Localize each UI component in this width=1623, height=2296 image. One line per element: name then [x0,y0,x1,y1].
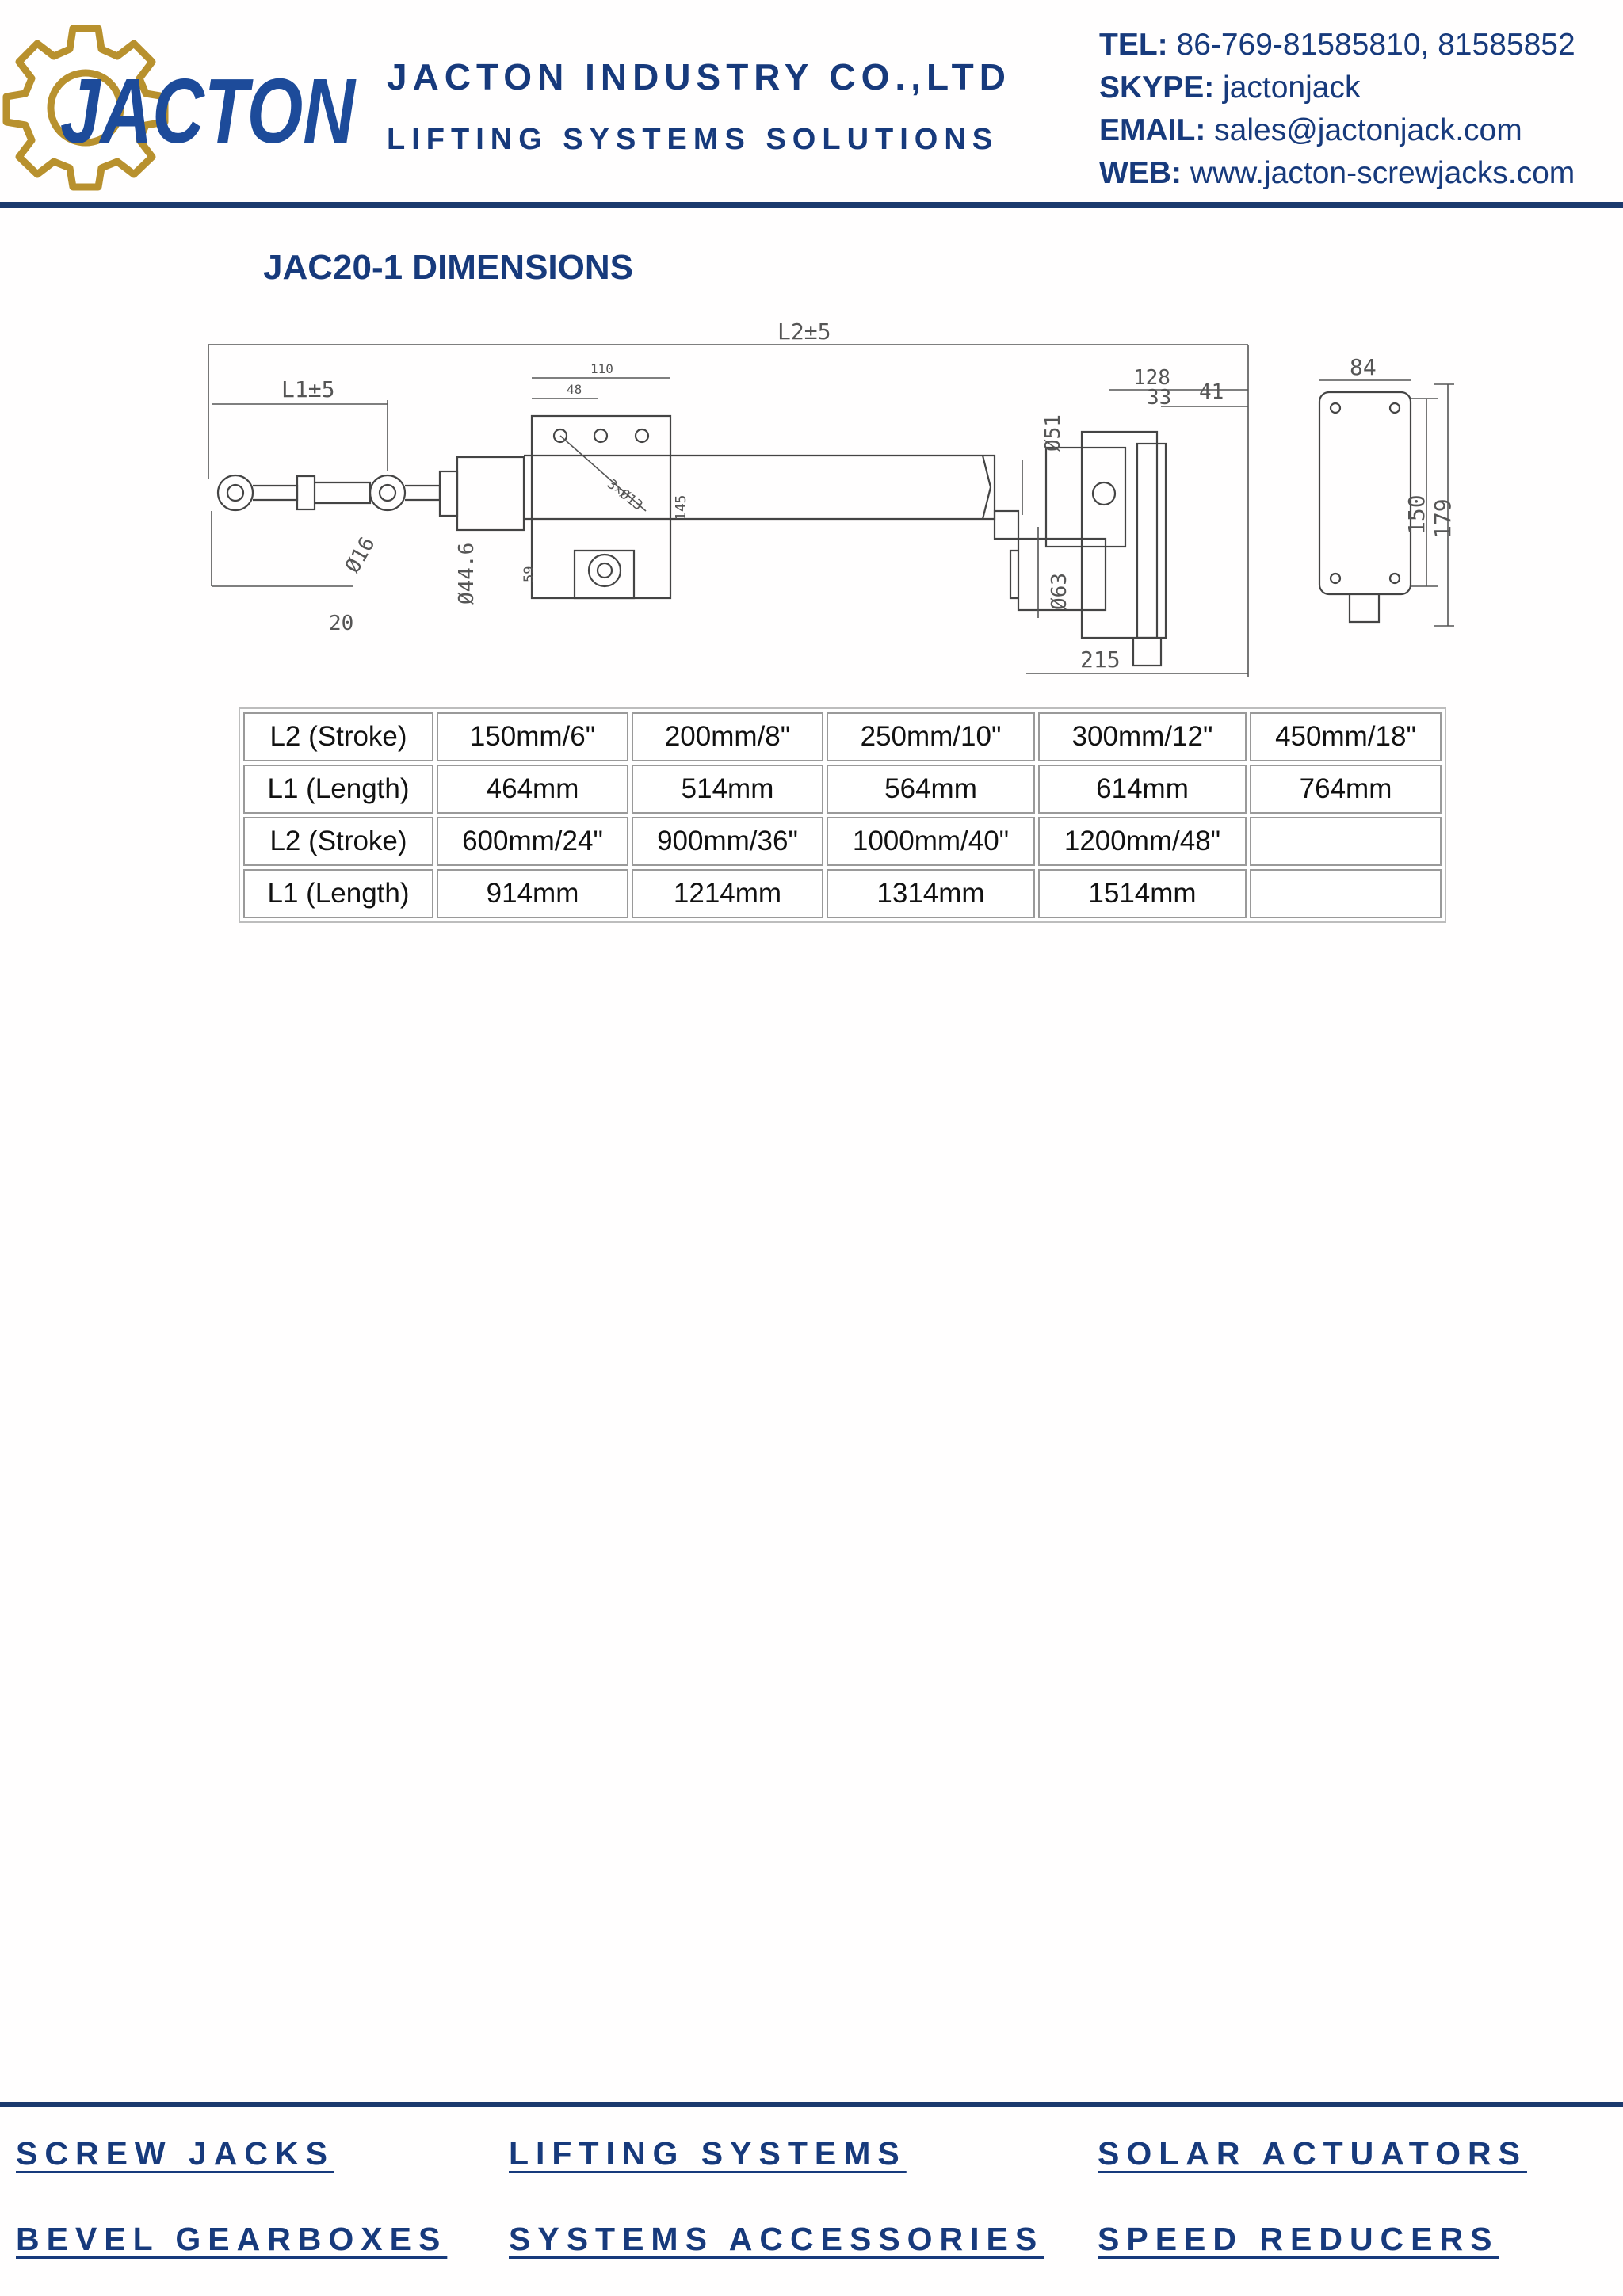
table-cell: 300mm/12" [1038,712,1247,761]
row-header-cell: L1 (Length) [243,765,433,814]
table-cell: 564mm [827,765,1035,814]
row-header-cell: L2 (Stroke) [243,712,433,761]
table-cell: 1200mm/48" [1038,817,1247,866]
stroke-length-table [239,707,1446,923]
dimension-drawing [202,313,1454,685]
table-cell: 200mm/8" [632,712,823,761]
dim-179: 179 [1430,498,1456,539]
dim-20: 20 [329,612,354,635]
mounting-bracket [532,416,670,598]
contact-tel: TEL: 86-769-81585810, 81585852 [1099,28,1575,62]
row-header-cell: L2 (Stroke) [243,817,433,866]
dim-holes: 3×Ø13 [603,476,646,514]
dim-110: 110 [590,361,613,376]
dim-33: 33 [1147,386,1172,410]
dim-128: 128 [1133,366,1170,390]
dim-l2: L2±5 [777,318,831,345]
nav-bevel-gearboxes[interactable]: BEVEL GEARBOXES [16,2221,448,2257]
nav-systems-accessories[interactable]: SYSTEMS ACCESSORIES [509,2221,1044,2257]
dim-145: 145 [673,494,689,521]
end-view [1319,392,1411,622]
contact-block [1099,24,1575,195]
motor-housing [995,432,1166,666]
contact-skype: SKYPE: jactonjack [1099,71,1361,105]
table-cell: 1000mm/40" [827,817,1035,866]
table-cell [1250,869,1442,918]
dim-d44: Ø44.6 [455,542,479,605]
table-cell: 514mm [632,765,823,814]
dim-l1: L1±5 [281,376,335,402]
table-cell: 450mm/18" [1250,712,1442,761]
actuator-tube [440,456,995,530]
table-row [243,869,1442,918]
table-cell: 464mm [437,765,628,814]
table-cell: 614mm [1038,765,1247,814]
dim-59: 59 [521,566,537,582]
table-cell: 150mm/6" [437,712,628,761]
logo-text: JACTON [60,59,357,162]
nav-screw-jacks[interactable]: SCREW JACKS [16,2135,334,2172]
dim-41: 41 [1199,380,1224,404]
dim-d51: Ø51 [1041,414,1065,452]
table-cell: 914mm [437,869,628,918]
footer-divider [0,2102,1623,2107]
row-header-cell: L1 (Length) [243,869,433,918]
table-cell: 764mm [1250,765,1442,814]
jacton-logo [5,22,361,193]
rod-end-eye [218,475,440,510]
table-cell: 1214mm [632,869,823,918]
table-cell: 900mm/36" [632,817,823,866]
table-row [243,765,1442,814]
company-name: JACTON INDUSTRY CO.,LTD [387,56,1011,97]
tagline: LIFTING SYSTEMS SOLUTIONS [387,123,999,156]
nav-speed-reducers[interactable]: SPEED REDUCERS [1098,2221,1499,2257]
header-divider [0,202,1623,208]
dim-48: 48 [567,382,582,397]
table-cell [1250,817,1442,866]
section-title: JAC20-1 DIMENSIONS [263,248,634,287]
contact-web[interactable]: WEB: www.jacton-screwjacks.com [1099,156,1575,190]
table-cell: 1514mm [1038,869,1247,918]
contact-email[interactable]: EMAIL: sales@jactonjack.com [1099,113,1522,147]
dim-150: 150 [1403,494,1430,535]
dim-84: 84 [1350,354,1377,380]
table-row [243,817,1442,866]
table-cell: 600mm/24" [437,817,628,866]
dim-d63: Ø63 [1048,573,1071,610]
nav-lifting-systems[interactable]: LIFTING SYSTEMS [509,2135,907,2172]
dim-d16: Ø16 [341,532,380,578]
table-cell: 250mm/10" [827,712,1035,761]
table-row [243,712,1442,761]
nav-solar-actuators[interactable]: SOLAR ACTUATORS [1098,2135,1527,2172]
dim-215: 215 [1080,646,1121,673]
table-cell: 1314mm [827,869,1035,918]
